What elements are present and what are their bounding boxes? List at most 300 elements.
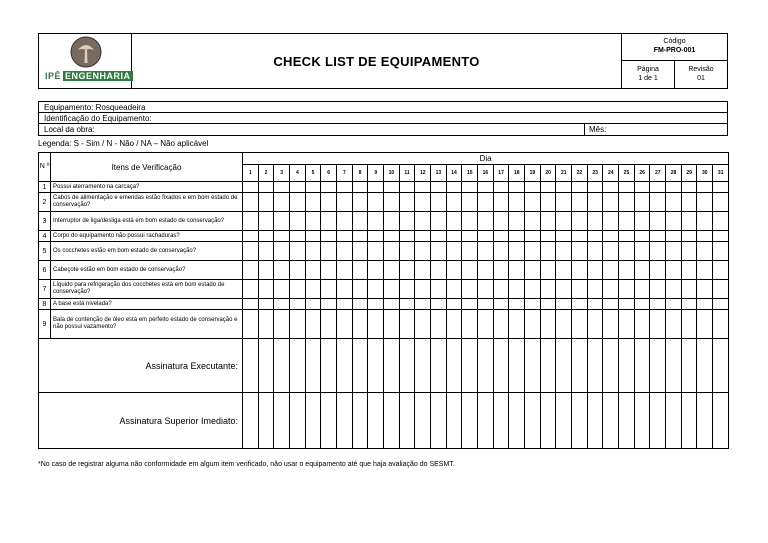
day-check-cell[interactable]	[415, 261, 431, 280]
day-check-cell[interactable]	[305, 182, 321, 193]
day-check-cell[interactable]	[352, 299, 368, 310]
signature-cell[interactable]	[556, 339, 572, 393]
day-check-cell[interactable]	[713, 193, 729, 212]
signature-cell[interactable]	[352, 393, 368, 449]
day-check-cell[interactable]	[713, 182, 729, 193]
day-check-cell[interactable]	[603, 212, 619, 231]
day-check-cell[interactable]	[697, 261, 713, 280]
signature-cell[interactable]	[650, 339, 666, 393]
day-check-cell[interactable]	[603, 242, 619, 261]
day-check-cell[interactable]	[415, 280, 431, 299]
day-check-cell[interactable]	[587, 261, 603, 280]
day-check-cell[interactable]	[697, 193, 713, 212]
day-check-cell[interactable]	[290, 299, 306, 310]
signature-cell[interactable]	[337, 339, 353, 393]
day-check-cell[interactable]	[478, 299, 494, 310]
day-check-cell[interactable]	[431, 182, 447, 193]
day-check-cell[interactable]	[446, 299, 462, 310]
month-field[interactable]: Mês:	[584, 124, 606, 135]
equipment-field[interactable]: Equipamento: Rosqueadeira	[39, 102, 727, 113]
signature-cell[interactable]	[415, 339, 431, 393]
signature-cell[interactable]	[697, 339, 713, 393]
signature-cell[interactable]	[305, 393, 321, 449]
day-check-cell[interactable]	[243, 231, 259, 242]
day-check-cell[interactable]	[305, 212, 321, 231]
signature-cell[interactable]	[305, 339, 321, 393]
day-check-cell[interactable]	[697, 212, 713, 231]
signature-cell[interactable]	[540, 393, 556, 449]
day-check-cell[interactable]	[525, 261, 541, 280]
day-check-cell[interactable]	[509, 242, 525, 261]
day-check-cell[interactable]	[431, 212, 447, 231]
day-check-cell[interactable]	[431, 310, 447, 339]
day-check-cell[interactable]	[415, 231, 431, 242]
day-check-cell[interactable]	[290, 193, 306, 212]
day-check-cell[interactable]	[713, 261, 729, 280]
signature-cell[interactable]	[431, 339, 447, 393]
day-check-cell[interactable]	[384, 261, 400, 280]
day-check-cell[interactable]	[368, 193, 384, 212]
day-check-cell[interactable]	[556, 193, 572, 212]
day-check-cell[interactable]	[399, 261, 415, 280]
day-check-cell[interactable]	[243, 261, 259, 280]
day-check-cell[interactable]	[619, 261, 635, 280]
day-check-cell[interactable]	[431, 193, 447, 212]
day-check-cell[interactable]	[493, 310, 509, 339]
day-check-cell[interactable]	[713, 299, 729, 310]
day-check-cell[interactable]	[681, 212, 697, 231]
day-check-cell[interactable]	[493, 193, 509, 212]
day-check-cell[interactable]	[572, 182, 588, 193]
day-check-cell[interactable]	[509, 310, 525, 339]
day-check-cell[interactable]	[258, 182, 274, 193]
signature-cell[interactable]	[509, 393, 525, 449]
day-check-cell[interactable]	[666, 212, 682, 231]
day-check-cell[interactable]	[368, 182, 384, 193]
day-check-cell[interactable]	[681, 231, 697, 242]
day-check-cell[interactable]	[666, 231, 682, 242]
day-check-cell[interactable]	[666, 280, 682, 299]
signature-cell[interactable]	[352, 339, 368, 393]
day-check-cell[interactable]	[290, 231, 306, 242]
day-check-cell[interactable]	[321, 212, 337, 231]
day-check-cell[interactable]	[337, 280, 353, 299]
day-check-cell[interactable]	[368, 310, 384, 339]
day-check-cell[interactable]	[697, 231, 713, 242]
day-check-cell[interactable]	[368, 212, 384, 231]
day-check-cell[interactable]	[525, 231, 541, 242]
day-check-cell[interactable]	[666, 193, 682, 212]
day-check-cell[interactable]	[321, 182, 337, 193]
day-check-cell[interactable]	[634, 242, 650, 261]
day-check-cell[interactable]	[525, 182, 541, 193]
day-check-cell[interactable]	[399, 299, 415, 310]
day-check-cell[interactable]	[384, 299, 400, 310]
day-check-cell[interactable]	[509, 231, 525, 242]
signature-cell[interactable]	[384, 393, 400, 449]
day-check-cell[interactable]	[478, 212, 494, 231]
day-check-cell[interactable]	[352, 261, 368, 280]
day-check-cell[interactable]	[603, 299, 619, 310]
day-check-cell[interactable]	[352, 193, 368, 212]
identification-field[interactable]: Identificação do Equipamento:	[39, 113, 727, 124]
day-check-cell[interactable]	[478, 242, 494, 261]
day-check-cell[interactable]	[713, 310, 729, 339]
day-check-cell[interactable]	[399, 212, 415, 231]
day-check-cell[interactable]	[415, 182, 431, 193]
day-check-cell[interactable]	[337, 212, 353, 231]
day-check-cell[interactable]	[587, 182, 603, 193]
day-check-cell[interactable]	[634, 193, 650, 212]
signature-cell[interactable]	[540, 339, 556, 393]
day-check-cell[interactable]	[650, 299, 666, 310]
day-check-cell[interactable]	[258, 299, 274, 310]
day-check-cell[interactable]	[352, 242, 368, 261]
day-check-cell[interactable]	[431, 231, 447, 242]
signature-cell[interactable]	[478, 339, 494, 393]
day-check-cell[interactable]	[399, 193, 415, 212]
day-check-cell[interactable]	[556, 231, 572, 242]
day-check-cell[interactable]	[290, 242, 306, 261]
signature-cell[interactable]	[368, 393, 384, 449]
day-check-cell[interactable]	[587, 231, 603, 242]
signature-cell[interactable]	[572, 339, 588, 393]
day-check-cell[interactable]	[634, 310, 650, 339]
day-check-cell[interactable]	[290, 310, 306, 339]
day-check-cell[interactable]	[462, 242, 478, 261]
day-check-cell[interactable]	[290, 280, 306, 299]
day-check-cell[interactable]	[650, 261, 666, 280]
day-check-cell[interactable]	[384, 242, 400, 261]
day-check-cell[interactable]	[462, 212, 478, 231]
day-check-cell[interactable]	[258, 310, 274, 339]
day-check-cell[interactable]	[619, 212, 635, 231]
day-check-cell[interactable]	[384, 193, 400, 212]
day-check-cell[interactable]	[368, 299, 384, 310]
signature-cell[interactable]	[650, 393, 666, 449]
signature-cell[interactable]	[681, 339, 697, 393]
signature-cell[interactable]	[603, 339, 619, 393]
day-check-cell[interactable]	[619, 299, 635, 310]
day-check-cell[interactable]	[399, 242, 415, 261]
day-check-cell[interactable]	[634, 212, 650, 231]
day-check-cell[interactable]	[556, 212, 572, 231]
day-check-cell[interactable]	[337, 299, 353, 310]
signature-cell[interactable]	[243, 393, 259, 449]
day-check-cell[interactable]	[274, 182, 290, 193]
day-check-cell[interactable]	[274, 261, 290, 280]
signature-cell[interactable]	[572, 393, 588, 449]
day-check-cell[interactable]	[243, 193, 259, 212]
day-check-cell[interactable]	[603, 182, 619, 193]
day-check-cell[interactable]	[587, 212, 603, 231]
signature-cell[interactable]	[337, 393, 353, 449]
day-check-cell[interactable]	[650, 242, 666, 261]
signature-cell[interactable]	[446, 393, 462, 449]
day-check-cell[interactable]	[634, 280, 650, 299]
day-check-cell[interactable]	[666, 261, 682, 280]
day-check-cell[interactable]	[352, 280, 368, 299]
day-check-cell[interactable]	[603, 261, 619, 280]
day-check-cell[interactable]	[462, 310, 478, 339]
day-check-cell[interactable]	[446, 182, 462, 193]
day-check-cell[interactable]	[572, 280, 588, 299]
day-check-cell[interactable]	[352, 182, 368, 193]
day-check-cell[interactable]	[462, 261, 478, 280]
day-check-cell[interactable]	[243, 212, 259, 231]
day-check-cell[interactable]	[243, 310, 259, 339]
signature-cell[interactable]	[446, 339, 462, 393]
day-check-cell[interactable]	[321, 310, 337, 339]
day-check-cell[interactable]	[243, 280, 259, 299]
signature-cell[interactable]	[399, 393, 415, 449]
signature-cell[interactable]	[258, 393, 274, 449]
day-check-cell[interactable]	[619, 310, 635, 339]
day-check-cell[interactable]	[243, 242, 259, 261]
signature-cell[interactable]	[634, 393, 650, 449]
day-check-cell[interactable]	[666, 310, 682, 339]
day-check-cell[interactable]	[478, 310, 494, 339]
day-check-cell[interactable]	[446, 261, 462, 280]
day-check-cell[interactable]	[431, 261, 447, 280]
day-check-cell[interactable]	[572, 212, 588, 231]
day-check-cell[interactable]	[681, 299, 697, 310]
day-check-cell[interactable]	[634, 182, 650, 193]
signature-cell[interactable]	[368, 339, 384, 393]
day-check-cell[interactable]	[258, 242, 274, 261]
day-check-cell[interactable]	[258, 261, 274, 280]
day-check-cell[interactable]	[462, 182, 478, 193]
signature-cell[interactable]	[666, 339, 682, 393]
day-check-cell[interactable]	[697, 310, 713, 339]
day-check-cell[interactable]	[509, 182, 525, 193]
day-check-cell[interactable]	[525, 242, 541, 261]
day-check-cell[interactable]	[650, 212, 666, 231]
signature-cell[interactable]	[493, 339, 509, 393]
day-check-cell[interactable]	[493, 280, 509, 299]
day-check-cell[interactable]	[493, 261, 509, 280]
signature-cell[interactable]	[681, 393, 697, 449]
day-check-cell[interactable]	[305, 193, 321, 212]
signature-cell[interactable]	[666, 393, 682, 449]
day-check-cell[interactable]	[540, 261, 556, 280]
day-check-cell[interactable]	[384, 182, 400, 193]
day-check-cell[interactable]	[634, 261, 650, 280]
signature-cell[interactable]	[478, 393, 494, 449]
day-check-cell[interactable]	[540, 193, 556, 212]
day-check-cell[interactable]	[415, 212, 431, 231]
signature-cell[interactable]	[493, 393, 509, 449]
day-check-cell[interactable]	[478, 261, 494, 280]
day-check-cell[interactable]	[666, 182, 682, 193]
day-check-cell[interactable]	[572, 310, 588, 339]
day-check-cell[interactable]	[368, 242, 384, 261]
day-check-cell[interactable]	[337, 310, 353, 339]
day-check-cell[interactable]	[587, 193, 603, 212]
signature-cell[interactable]	[274, 393, 290, 449]
day-check-cell[interactable]	[572, 299, 588, 310]
signature-cell[interactable]	[509, 339, 525, 393]
day-check-cell[interactable]	[337, 242, 353, 261]
day-check-cell[interactable]	[587, 310, 603, 339]
day-check-cell[interactable]	[243, 299, 259, 310]
day-check-cell[interactable]	[603, 231, 619, 242]
site-field[interactable]: Local da obra: Mês:	[44, 125, 607, 134]
day-check-cell[interactable]	[681, 193, 697, 212]
signature-cell[interactable]	[603, 393, 619, 449]
signature-cell[interactable]	[556, 393, 572, 449]
day-check-cell[interactable]	[619, 182, 635, 193]
day-check-cell[interactable]	[525, 299, 541, 310]
day-check-cell[interactable]	[321, 261, 337, 280]
day-check-cell[interactable]	[525, 280, 541, 299]
day-check-cell[interactable]	[619, 280, 635, 299]
day-check-cell[interactable]	[258, 193, 274, 212]
signature-cell[interactable]	[713, 393, 729, 449]
day-check-cell[interactable]	[462, 299, 478, 310]
day-check-cell[interactable]	[619, 193, 635, 212]
day-check-cell[interactable]	[493, 242, 509, 261]
day-check-cell[interactable]	[634, 231, 650, 242]
day-check-cell[interactable]	[368, 261, 384, 280]
day-check-cell[interactable]	[337, 261, 353, 280]
day-check-cell[interactable]	[681, 242, 697, 261]
signature-cell[interactable]	[462, 393, 478, 449]
day-check-cell[interactable]	[431, 242, 447, 261]
day-check-cell[interactable]	[305, 310, 321, 339]
signature-cell[interactable]	[243, 339, 259, 393]
day-check-cell[interactable]	[509, 193, 525, 212]
day-check-cell[interactable]	[634, 299, 650, 310]
day-check-cell[interactable]	[650, 193, 666, 212]
day-check-cell[interactable]	[384, 231, 400, 242]
day-check-cell[interactable]	[399, 231, 415, 242]
day-check-cell[interactable]	[337, 231, 353, 242]
day-check-cell[interactable]	[666, 242, 682, 261]
signature-cell[interactable]	[525, 393, 541, 449]
day-check-cell[interactable]	[478, 231, 494, 242]
day-check-cell[interactable]	[556, 310, 572, 339]
day-check-cell[interactable]	[587, 280, 603, 299]
day-check-cell[interactable]	[274, 299, 290, 310]
day-check-cell[interactable]	[603, 193, 619, 212]
day-check-cell[interactable]	[384, 212, 400, 231]
day-check-cell[interactable]	[650, 231, 666, 242]
signature-cell[interactable]	[431, 393, 447, 449]
day-check-cell[interactable]	[540, 299, 556, 310]
signature-cell[interactable]	[258, 339, 274, 393]
day-check-cell[interactable]	[274, 193, 290, 212]
day-check-cell[interactable]	[305, 280, 321, 299]
day-check-cell[interactable]	[697, 280, 713, 299]
day-check-cell[interactable]	[572, 261, 588, 280]
day-check-cell[interactable]	[274, 310, 290, 339]
day-check-cell[interactable]	[681, 280, 697, 299]
day-check-cell[interactable]	[572, 193, 588, 212]
signature-cell[interactable]	[713, 339, 729, 393]
day-check-cell[interactable]	[274, 212, 290, 231]
day-check-cell[interactable]	[337, 193, 353, 212]
day-check-cell[interactable]	[540, 242, 556, 261]
day-check-cell[interactable]	[540, 182, 556, 193]
day-check-cell[interactable]	[399, 310, 415, 339]
signature-cell[interactable]	[525, 339, 541, 393]
day-check-cell[interactable]	[321, 242, 337, 261]
day-check-cell[interactable]	[384, 280, 400, 299]
day-check-cell[interactable]	[540, 231, 556, 242]
day-check-cell[interactable]	[446, 212, 462, 231]
day-check-cell[interactable]	[431, 299, 447, 310]
day-check-cell[interactable]	[540, 280, 556, 299]
day-check-cell[interactable]	[525, 212, 541, 231]
day-check-cell[interactable]	[337, 182, 353, 193]
day-check-cell[interactable]	[666, 299, 682, 310]
day-check-cell[interactable]	[556, 242, 572, 261]
day-check-cell[interactable]	[681, 182, 697, 193]
day-check-cell[interactable]	[321, 193, 337, 212]
signature-cell[interactable]	[619, 393, 635, 449]
signature-cell[interactable]	[587, 393, 603, 449]
day-check-cell[interactable]	[540, 212, 556, 231]
day-check-cell[interactable]	[305, 299, 321, 310]
day-check-cell[interactable]	[384, 310, 400, 339]
day-check-cell[interactable]	[446, 310, 462, 339]
day-check-cell[interactable]	[525, 193, 541, 212]
day-check-cell[interactable]	[650, 280, 666, 299]
day-check-cell[interactable]	[431, 280, 447, 299]
day-check-cell[interactable]	[493, 231, 509, 242]
day-check-cell[interactable]	[258, 280, 274, 299]
day-check-cell[interactable]	[368, 280, 384, 299]
day-check-cell[interactable]	[415, 193, 431, 212]
day-check-cell[interactable]	[290, 261, 306, 280]
day-check-cell[interactable]	[415, 310, 431, 339]
day-check-cell[interactable]	[493, 182, 509, 193]
signature-cell[interactable]	[619, 339, 635, 393]
signature-cell[interactable]	[290, 339, 306, 393]
day-check-cell[interactable]	[603, 310, 619, 339]
day-check-cell[interactable]	[305, 242, 321, 261]
day-check-cell[interactable]	[462, 280, 478, 299]
day-check-cell[interactable]	[713, 231, 729, 242]
day-check-cell[interactable]	[681, 310, 697, 339]
day-check-cell[interactable]	[681, 261, 697, 280]
day-check-cell[interactable]	[352, 212, 368, 231]
day-check-cell[interactable]	[572, 231, 588, 242]
day-check-cell[interactable]	[713, 212, 729, 231]
day-check-cell[interactable]	[258, 231, 274, 242]
day-check-cell[interactable]	[352, 310, 368, 339]
day-check-cell[interactable]	[258, 212, 274, 231]
day-check-cell[interactable]	[446, 193, 462, 212]
day-check-cell[interactable]	[650, 182, 666, 193]
day-check-cell[interactable]	[305, 231, 321, 242]
signature-cell[interactable]	[321, 339, 337, 393]
day-check-cell[interactable]	[462, 231, 478, 242]
day-check-cell[interactable]	[321, 231, 337, 242]
day-check-cell[interactable]	[572, 242, 588, 261]
signature-cell[interactable]	[384, 339, 400, 393]
day-check-cell[interactable]	[415, 242, 431, 261]
day-check-cell[interactable]	[697, 299, 713, 310]
signature-cell[interactable]	[290, 393, 306, 449]
signature-cell[interactable]	[587, 339, 603, 393]
signature-cell[interactable]	[415, 393, 431, 449]
signature-cell[interactable]	[399, 339, 415, 393]
day-check-cell[interactable]	[650, 310, 666, 339]
day-check-cell[interactable]	[587, 299, 603, 310]
day-check-cell[interactable]	[399, 280, 415, 299]
